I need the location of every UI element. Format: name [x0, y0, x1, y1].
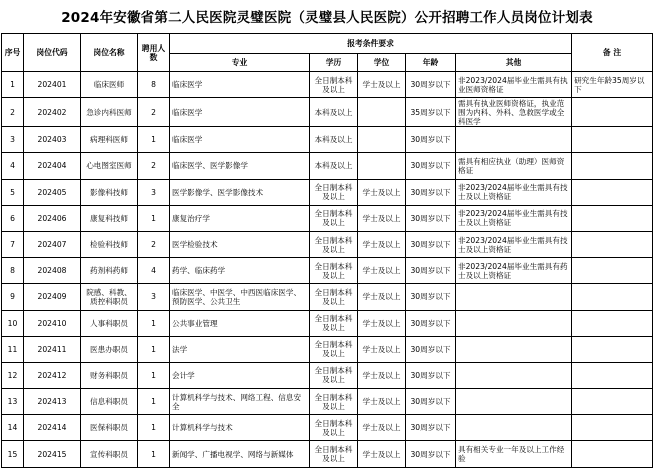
- age-cell: 30周岁以下: [406, 284, 456, 310]
- major-cell: 会计学: [170, 362, 310, 388]
- position-name-cell: 病理科医师: [81, 127, 138, 153]
- age-cell: 30周岁以下: [406, 127, 456, 153]
- seq-cell: 12: [2, 362, 24, 388]
- table-row: [2, 362, 653, 388]
- degree-cell: 学士及以上: [358, 179, 406, 205]
- education-cell: 本科及以上: [310, 127, 358, 153]
- count-cell: 1: [138, 389, 170, 415]
- header-name: 岗位名称: [81, 34, 138, 72]
- code-cell: 202410: [24, 310, 81, 336]
- age-cell: 30周岁以下: [406, 415, 456, 441]
- age-cell: 30周岁以下: [406, 179, 456, 205]
- degree-cell: [358, 98, 406, 127]
- seq-cell: 7: [2, 231, 24, 257]
- seq-cell: 4: [2, 153, 24, 179]
- major-cell: 临床医学、医学影像学: [170, 153, 310, 179]
- education-cell: 全日制本科及以上: [310, 310, 358, 336]
- major-cell: 医学检验技术: [170, 231, 310, 257]
- degree-cell: 学士及以上: [358, 441, 406, 467]
- count-cell: 1: [138, 336, 170, 362]
- count-cell: 3: [138, 179, 170, 205]
- major-cell: 新闻学、广播电视学、网络与新媒体: [170, 441, 310, 467]
- table-row: [2, 336, 653, 362]
- degree-cell: 学士及以上: [358, 205, 406, 231]
- code-cell: 202406: [24, 205, 81, 231]
- degree-cell: 学士及以上: [358, 415, 406, 441]
- count-cell: 1: [138, 127, 170, 153]
- code-cell: 202409: [24, 284, 81, 310]
- major-cell: 临床医学: [170, 127, 310, 153]
- seq-cell: 13: [2, 389, 24, 415]
- table-row: [2, 310, 653, 336]
- degree-cell: 学士及以上: [358, 362, 406, 388]
- age-cell: 30周岁以下: [406, 389, 456, 415]
- education-cell: 全日制本科及以上: [310, 231, 358, 257]
- remarks-cell: [572, 231, 653, 257]
- code-cell: 202414: [24, 415, 81, 441]
- seq-cell: 5: [2, 179, 24, 205]
- count-cell: 1: [138, 205, 170, 231]
- education-cell: 本科及以上: [310, 153, 358, 179]
- code-cell: 202413: [24, 389, 81, 415]
- code-cell: 202405: [24, 179, 81, 205]
- education-cell: 全日制本科及以上: [310, 284, 358, 310]
- position-name-cell: 人事科职员: [81, 310, 138, 336]
- remarks-cell: [572, 336, 653, 362]
- count-cell: 8: [138, 72, 170, 98]
- header-major: 专业: [170, 54, 310, 72]
- education-cell: 全日制本科及以上: [310, 179, 358, 205]
- count-cell: 2: [138, 98, 170, 127]
- major-cell: 临床医学: [170, 98, 310, 127]
- other-requirements-cell: 非2023/2024届毕业生需具有技士及以上资格证: [456, 205, 572, 231]
- table-row: [2, 441, 653, 467]
- remarks-cell: [572, 98, 653, 127]
- recruitment-table: [1, 33, 653, 468]
- page-title: 2024年安徽省第二人民医院灵璧医院（灵璧县人民医院）公开招聘工作人员岗位计划表: [61, 10, 593, 26]
- table-row: [2, 415, 653, 441]
- table-row: [2, 127, 653, 153]
- other-requirements-cell: [456, 415, 572, 441]
- remarks-cell: 研究生年龄35周岁以下: [572, 72, 653, 98]
- other-requirements-cell: 非2023/2024届毕业生需具有技士及以上资格证: [456, 231, 572, 257]
- other-requirements-cell: 具有相关专业一年及以上工作经验: [456, 441, 572, 467]
- other-requirements-cell: [456, 362, 572, 388]
- degree-cell: 学士及以上: [358, 310, 406, 336]
- degree-cell: 学士及以上: [358, 284, 406, 310]
- header-requirements: 报考条件要求: [170, 34, 572, 54]
- header-education: 学历: [310, 54, 358, 72]
- education-cell: 全日制本科及以上: [310, 72, 358, 98]
- code-cell: 202401: [24, 72, 81, 98]
- remarks-cell: [572, 389, 653, 415]
- education-cell: 全日制本科及以上: [310, 415, 358, 441]
- major-cell: 康复治疗学: [170, 205, 310, 231]
- age-cell: 30周岁以下: [406, 310, 456, 336]
- major-cell: 临床医学、中医学、中西医临床医学、预防医学、公共卫生: [170, 284, 310, 310]
- position-name-cell: 心电图室医师: [81, 153, 138, 179]
- code-cell: 202415: [24, 441, 81, 467]
- other-requirements-cell: 需具有相应执业（助理）医师资格证: [456, 153, 572, 179]
- other-requirements-cell: [456, 310, 572, 336]
- header-seq: 序号: [2, 34, 24, 72]
- major-cell: 药学、临床药学: [170, 258, 310, 284]
- position-name-cell: 药剂科药师: [81, 258, 138, 284]
- position-name-cell: 财务科职员: [81, 362, 138, 388]
- degree-cell: [358, 153, 406, 179]
- count-cell: 1: [138, 362, 170, 388]
- major-cell: 公共事业管理: [170, 310, 310, 336]
- other-requirements-cell: 非2023/2024届毕业生需具有技士及以上资格证: [456, 179, 572, 205]
- education-cell: 全日制本科及以上: [310, 389, 358, 415]
- header-other: 其他: [456, 54, 572, 72]
- age-cell: 35周岁以下: [406, 98, 456, 127]
- remarks-cell: [572, 310, 653, 336]
- seq-cell: 3: [2, 127, 24, 153]
- seq-cell: 1: [2, 72, 24, 98]
- count-cell: 2: [138, 153, 170, 179]
- table-row: [2, 205, 653, 231]
- header-age: 年龄: [406, 54, 456, 72]
- position-name-cell: 影像科技师: [81, 179, 138, 205]
- header-degree: 学位: [358, 54, 406, 72]
- major-cell: 法学: [170, 336, 310, 362]
- position-name-cell: 急诊内科医师: [81, 98, 138, 127]
- other-requirements-cell: [456, 284, 572, 310]
- education-cell: 全日制本科及以上: [310, 336, 358, 362]
- major-cell: 计算机科学与技术、网络工程、信息安全: [170, 389, 310, 415]
- header-count: 聘用人数: [138, 34, 170, 72]
- other-requirements-cell: [456, 389, 572, 415]
- remarks-cell: [572, 362, 653, 388]
- position-name-cell: 医保科职员: [81, 415, 138, 441]
- other-requirements-cell: [456, 336, 572, 362]
- age-cell: 30周岁以下: [406, 72, 456, 98]
- seq-cell: 9: [2, 284, 24, 310]
- table-row: [2, 153, 653, 179]
- seq-cell: 8: [2, 258, 24, 284]
- major-cell: 医学影像学、医学影像技术: [170, 179, 310, 205]
- position-name-cell: 医患办职员: [81, 336, 138, 362]
- seq-cell: 11: [2, 336, 24, 362]
- header-remarks: 备 注: [572, 34, 653, 72]
- degree-cell: 学士及以上: [358, 72, 406, 98]
- count-cell: 3: [138, 284, 170, 310]
- position-name-cell: 临床医师: [81, 72, 138, 98]
- other-requirements-cell: 非2023/2024届毕业生需具有药士及以上资格证: [456, 258, 572, 284]
- education-cell: 全日制本科及以上: [310, 441, 358, 467]
- other-requirements-cell: [456, 127, 572, 153]
- table-row: [2, 98, 653, 127]
- remarks-cell: [572, 179, 653, 205]
- remarks-cell: [572, 258, 653, 284]
- remarks-cell: [572, 415, 653, 441]
- major-cell: 临床医学: [170, 72, 310, 98]
- education-cell: 全日制本科及以上: [310, 205, 358, 231]
- degree-cell: 学士及以上: [358, 258, 406, 284]
- age-cell: 30周岁以下: [406, 441, 456, 467]
- remarks-cell: [572, 441, 653, 467]
- other-requirements-cell: 需具有执业医师资格证，执业范围为内科、外科、急救医学或全科医学: [456, 98, 572, 127]
- age-cell: 30周岁以下: [406, 336, 456, 362]
- code-cell: 202412: [24, 362, 81, 388]
- table-row: [2, 389, 653, 415]
- seq-cell: 10: [2, 310, 24, 336]
- education-cell: 全日制本科及以上: [310, 362, 358, 388]
- degree-cell: 学士及以上: [358, 231, 406, 257]
- position-name-cell: 康复科技师: [81, 205, 138, 231]
- degree-cell: 学士及以上: [358, 389, 406, 415]
- age-cell: 30周岁以下: [406, 231, 456, 257]
- position-name-cell: 院感、科教、质控科职员: [81, 284, 138, 310]
- seq-cell: 2: [2, 98, 24, 127]
- count-cell: 4: [138, 258, 170, 284]
- education-cell: 全日制本科及以上: [310, 258, 358, 284]
- position-name-cell: 信息科职员: [81, 389, 138, 415]
- count-cell: 2: [138, 231, 170, 257]
- degree-cell: [358, 127, 406, 153]
- code-cell: 202411: [24, 336, 81, 362]
- code-cell: 202408: [24, 258, 81, 284]
- remarks-cell: [572, 153, 653, 179]
- age-cell: 30周岁以下: [406, 205, 456, 231]
- remarks-cell: [572, 127, 653, 153]
- header-code: 岗位代码: [24, 34, 81, 72]
- table-row: [2, 179, 653, 205]
- code-cell: 202402: [24, 98, 81, 127]
- education-cell: 本科及以上: [310, 98, 358, 127]
- age-cell: 30周岁以下: [406, 258, 456, 284]
- count-cell: 1: [138, 415, 170, 441]
- seq-cell: 6: [2, 205, 24, 231]
- count-cell: 1: [138, 441, 170, 467]
- code-cell: 202407: [24, 231, 81, 257]
- remarks-cell: [572, 284, 653, 310]
- position-name-cell: 宣传科职员: [81, 441, 138, 467]
- code-cell: 202403: [24, 127, 81, 153]
- table-row: [2, 72, 653, 98]
- table-row: [2, 258, 653, 284]
- table-row: [2, 231, 653, 257]
- degree-cell: 学士及以上: [358, 336, 406, 362]
- age-cell: 30周岁以下: [406, 153, 456, 179]
- major-cell: 计算机科学与技术: [170, 415, 310, 441]
- other-requirements-cell: 非2023/2024届毕业生需具有执业医师资格证: [456, 72, 572, 98]
- code-cell: 202404: [24, 153, 81, 179]
- remarks-cell: [572, 205, 653, 231]
- seq-cell: 14: [2, 415, 24, 441]
- position-name-cell: 检验科技师: [81, 231, 138, 257]
- table-row: [2, 284, 653, 310]
- age-cell: 30周岁以下: [406, 362, 456, 388]
- count-cell: 1: [138, 310, 170, 336]
- seq-cell: 15: [2, 441, 24, 467]
